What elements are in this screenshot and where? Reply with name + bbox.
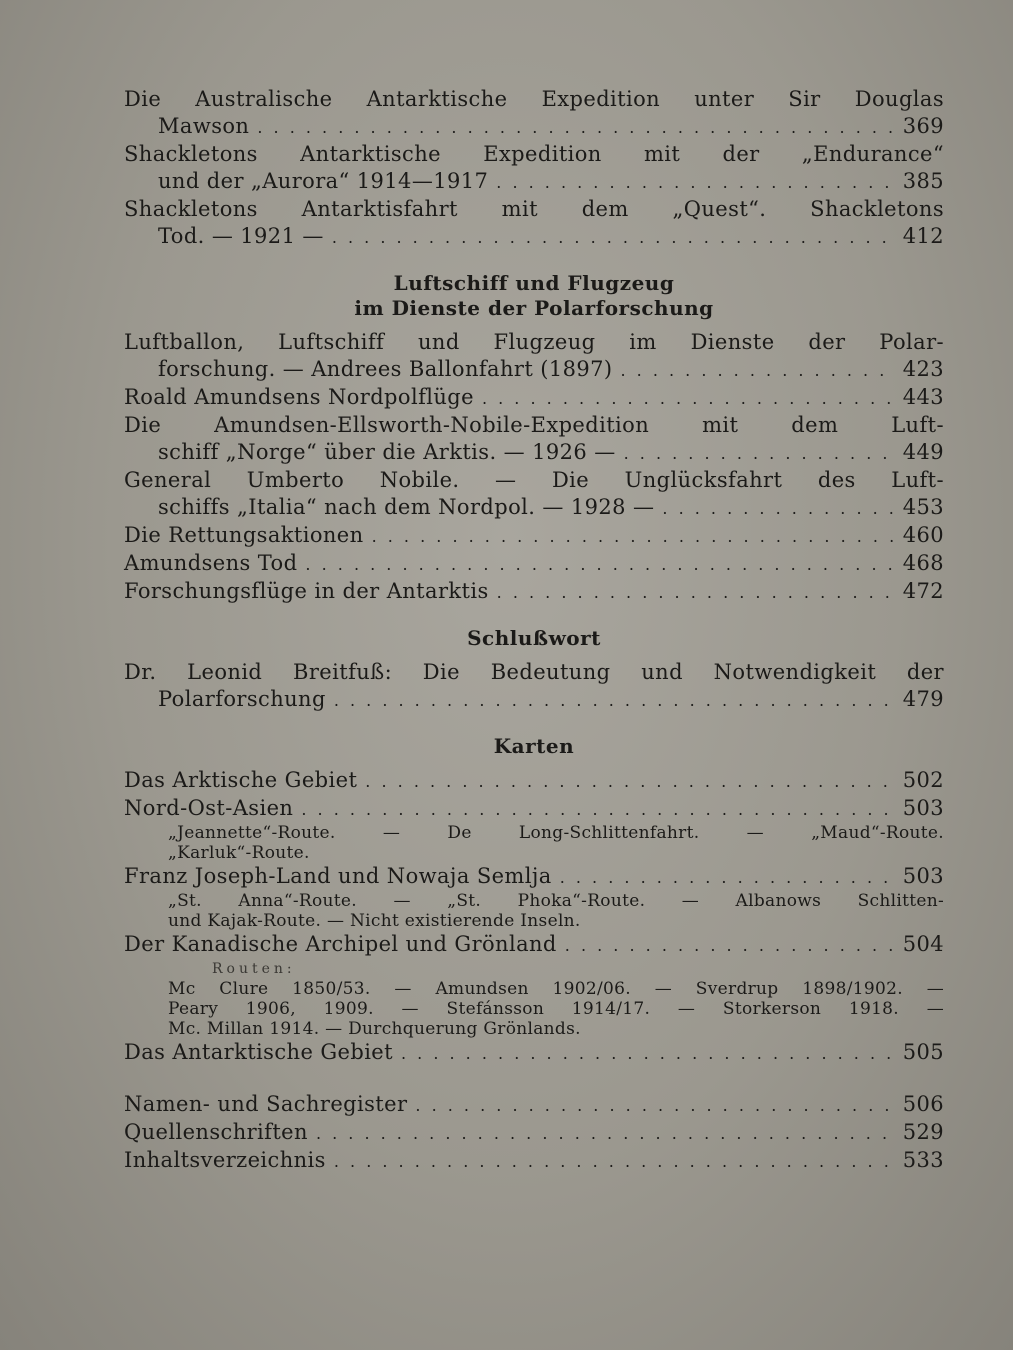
- page-number: 479: [902, 687, 944, 711]
- section-heading-line: Luftschiff und Flugzeug: [393, 271, 675, 295]
- entry-title: Der Kanadische Archipel und Grönland: [124, 932, 557, 956]
- entry-title: Mawson: [158, 114, 250, 138]
- leader-dots: [497, 579, 895, 606]
- entry-title: Amundsens Tod: [124, 551, 298, 575]
- entry-row: [124, 550, 944, 578]
- entry-title: Roald Amundsens Nordpolflüge: [124, 385, 474, 409]
- leader-dots: [301, 796, 894, 823]
- toc-entry: [124, 1091, 944, 1119]
- toc-entry: [124, 795, 944, 823]
- toc-entry: [124, 1147, 944, 1175]
- entry-row: [124, 223, 944, 251]
- leader-dots: [565, 932, 895, 959]
- leader-dots: [316, 1120, 895, 1147]
- leader-dots: [365, 768, 894, 795]
- page-number: 369: [902, 114, 944, 138]
- leader-dots: [496, 169, 894, 196]
- entry-title-line: Die Amundsen-Ellsworth-Nobile-Expedition mit dem Luft-: [124, 413, 944, 437]
- page-number: 468: [902, 551, 944, 575]
- toc-entry: [124, 467, 944, 522]
- section-heading: [124, 626, 944, 651]
- leader-dots: [560, 864, 895, 891]
- leader-dots: [401, 1040, 895, 1067]
- entry-subtext: [124, 959, 944, 1039]
- entry-row: [124, 494, 944, 522]
- toc-entry: [124, 329, 944, 384]
- toc-entry: [124, 931, 944, 959]
- page-number: 505: [902, 1040, 944, 1064]
- entry-title: Franz Joseph-Land und Nowaja Semlja: [124, 864, 552, 888]
- toc-entry: [124, 1039, 944, 1067]
- section-heading-line: Schlußwort: [467, 626, 601, 650]
- entry-title-line: Luftballon, Luftschiff und Flugzeug im Dienste der Polar-: [124, 330, 944, 354]
- subtext-label: Routen:: [212, 961, 296, 977]
- page-number: 443: [902, 385, 944, 409]
- subtext-line: „St. Anna“-Route. — „St. Phoka“-Route. — Albanows Schlitten-: [168, 891, 944, 911]
- entry-row: [124, 1147, 944, 1175]
- entry-row: [124, 1039, 944, 1067]
- page-number: 503: [902, 796, 944, 820]
- page-number: 504: [902, 932, 944, 956]
- leader-dots: [334, 687, 895, 714]
- toc-entry: [124, 141, 944, 196]
- entry-title: Tod. — 1921 —: [158, 224, 324, 248]
- toc-entry: [124, 522, 944, 550]
- entry-row: [124, 522, 944, 550]
- toc-entry: [124, 196, 944, 251]
- entry-title: Polarforschung: [158, 687, 326, 711]
- section-heading: [124, 734, 944, 759]
- toc-entry: [124, 384, 944, 412]
- page-number: 503: [902, 864, 944, 888]
- toc-entry: [124, 659, 944, 714]
- entry-title: Die Rettungsaktionen: [124, 523, 364, 547]
- section-heading-line: im Dienste der Polarforschung: [354, 296, 714, 320]
- entry-title: Das Antarktische Gebiet: [124, 1040, 393, 1064]
- toc-entry: [124, 550, 944, 578]
- section-heading: [124, 271, 944, 321]
- entry-title-line: Shackletons Antarktische Expedition mit der „Endurance“: [124, 142, 944, 166]
- page-number: 453: [902, 495, 944, 519]
- entry-title-line: General Umberto Nobile. — Die Unglücksfahrt des Luft-: [124, 468, 944, 492]
- subtext-line: und Kajak-Route. — Nicht existierende Inseln.: [168, 911, 581, 931]
- entry-title: Namen- und Sachregister: [124, 1092, 408, 1116]
- entry-title: forschung. — Andrees Ballonfahrt (1897): [158, 357, 613, 381]
- toc-entry: [124, 578, 944, 606]
- leader-dots: [482, 385, 895, 412]
- entry-title: schiffs „Italia“ nach dem Nordpol. — 1928 —: [158, 495, 655, 519]
- entry-title: und der „Aurora“ 1914—1917: [158, 169, 489, 193]
- page-number: 412: [902, 224, 944, 248]
- toc-entry: [124, 412, 944, 467]
- section-gap: [124, 1067, 944, 1091]
- entry-row: [124, 113, 944, 141]
- entry-row: [124, 686, 944, 714]
- entry-title: Inhaltsverzeichnis: [124, 1148, 326, 1172]
- entry-row: [124, 1091, 944, 1119]
- subtext-line: Mc. Millan 1914. — Durchquerung Grönlands.: [168, 1019, 581, 1039]
- entry-row: [124, 767, 944, 795]
- entry-row: [124, 1119, 944, 1147]
- toc-entry: [124, 86, 944, 141]
- leader-dots: [372, 523, 895, 550]
- leader-dots: [334, 1148, 895, 1175]
- entry-row: [124, 863, 944, 891]
- entry-subtext: [124, 823, 944, 863]
- entry-title: Quellenschriften: [124, 1120, 308, 1144]
- leader-dots: [305, 551, 894, 578]
- entry-title: schiff „Norge“ über die Arktis. — 1926 —: [158, 440, 616, 464]
- page-number: 533: [902, 1148, 944, 1172]
- entry-row: [124, 578, 944, 606]
- entry-title-line: Die Australische Antarktische Expedition unter Sir Douglas: [124, 87, 944, 111]
- toc-entry: [124, 767, 944, 795]
- subtext-line: Mc Clure 1850/53. — Amundsen 1902/06. — Sverdrup 1898/1902. —: [168, 979, 944, 999]
- page-number: 460: [902, 523, 944, 547]
- page-number: 423: [902, 357, 944, 381]
- leader-dots: [415, 1092, 894, 1119]
- page-number: 506: [902, 1092, 944, 1116]
- entry-row: [124, 439, 944, 467]
- table-of-contents: [124, 86, 944, 1175]
- toc-entry: [124, 863, 944, 891]
- toc-entry: [124, 1119, 944, 1147]
- subtext-line: „Karluk“-Route.: [168, 843, 310, 863]
- page-number: 472: [902, 579, 944, 603]
- page-number: 449: [902, 440, 944, 464]
- entry-title: Nord-Ost-Asien: [124, 796, 294, 820]
- leader-dots: [624, 440, 895, 467]
- subtext-line: „Jeannette“-Route. — De Long-Schlittenfahrt. — „Maud“-Route.: [168, 823, 944, 843]
- section-heading-line: Karten: [493, 734, 575, 758]
- entry-title: Das Arktische Gebiet: [124, 768, 358, 792]
- entry-row: [124, 795, 944, 823]
- entry-row: [124, 356, 944, 384]
- entry-subtext: [124, 891, 944, 931]
- subtext-line: Peary 1906, 1909. — Stefánsson 1914/17. — Storkerson 1918. —: [168, 999, 944, 1019]
- entry-title-line: Shackletons Antarktisfahrt mit dem „Quest“. Shackletons: [124, 197, 944, 221]
- leader-dots: [620, 357, 894, 384]
- entry-title-line: Dr. Leonid Breitfuß: Die Bedeutung und Notwendigkeit der: [124, 660, 944, 684]
- page-number: 385: [902, 169, 944, 193]
- entry-title: Forschungsflüge in der Antarktis: [124, 579, 489, 603]
- leader-dots: [257, 114, 894, 141]
- entry-row: [124, 384, 944, 412]
- page-number: 529: [902, 1120, 944, 1144]
- leader-dots: [662, 495, 894, 522]
- entry-row: [124, 931, 944, 959]
- entry-row: [124, 168, 944, 196]
- leader-dots: [332, 224, 895, 251]
- page-number: 502: [902, 768, 944, 792]
